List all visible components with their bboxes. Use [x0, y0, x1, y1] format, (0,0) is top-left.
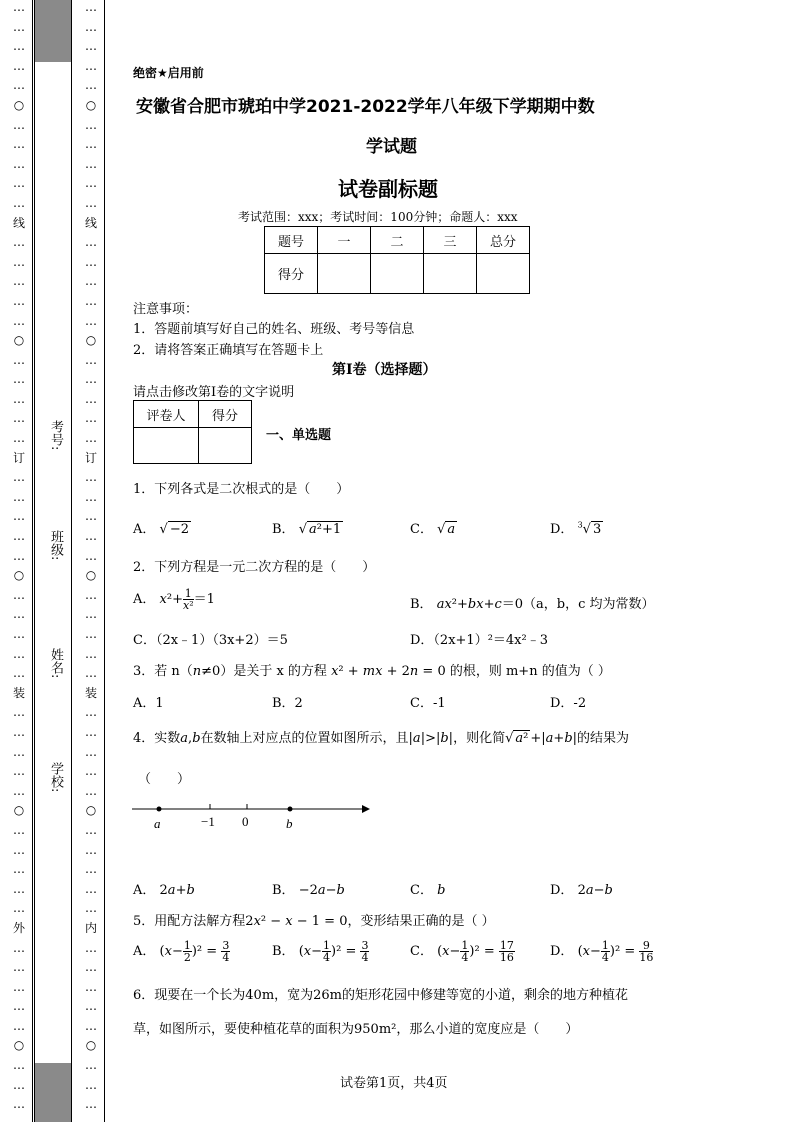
seal-dots-icon: … [13, 274, 25, 289]
seal-dots-icon: … [85, 1077, 97, 1092]
seal-dots-icon: … [85, 0, 97, 14]
seal-dots-icon: … [13, 39, 25, 54]
seal-char: 装 [84, 685, 97, 700]
binding-strip-top-shade [35, 0, 71, 62]
seal-dots-icon: … [13, 411, 25, 426]
q2-option-b[interactable]: B． ax²+bx+c＝0（a，b，c 均为常数） [410, 597, 655, 612]
q1-option-c[interactable]: C． √ a [410, 522, 456, 537]
seal-circle-icon: ○ [85, 333, 97, 348]
seal-dots-icon: … [85, 764, 97, 779]
seal-dots-icon: … [13, 352, 25, 367]
seal-char: 订 [84, 450, 97, 465]
seal-dots-icon: … [13, 0, 25, 14]
seal-dots-icon: … [13, 940, 25, 955]
seal-dots-icon: … [13, 1097, 25, 1112]
score-header: 题号 [265, 227, 318, 254]
q5-option-a[interactable]: A． (x− $\frac{1}{2}$ )² = $\frac{3}{4}$ [133, 939, 230, 964]
seal-dots-icon: … [13, 548, 25, 563]
seal-dots-icon: … [13, 489, 25, 504]
point-b [288, 807, 293, 812]
seal-dots-icon: … [13, 783, 25, 798]
seal-dots-icon: … [13, 705, 25, 720]
field-name: 姓名: [48, 648, 63, 679]
score-cell[interactable] [477, 254, 530, 294]
q1-option-d[interactable]: D． $^3$√ 3 [550, 520, 602, 537]
seal-dots-icon: … [85, 960, 97, 975]
seal-circle-icon: ○ [13, 1038, 25, 1053]
number-line [130, 800, 380, 834]
seal-dots-icon: … [85, 529, 97, 544]
seal-dots-icon: … [13, 822, 25, 837]
seal-dots-icon: … [13, 901, 25, 916]
outer-seal-line [12, 0, 26, 1122]
q5-option-c[interactable]: C． (x− $\frac{1}{4}$ )² = $\frac{17}{16}$ [410, 939, 514, 964]
seal-dots-icon: … [85, 274, 97, 289]
seal-dots-icon: … [13, 372, 25, 387]
seal-dots-icon: … [85, 783, 97, 798]
seal-dots-icon: … [13, 587, 25, 602]
seal-dots-icon: … [13, 254, 25, 269]
inner-seal-line [84, 0, 98, 1122]
grader-header: 得分 [199, 401, 252, 428]
q4-answer-paren: （ ） [138, 772, 191, 787]
seal-dots-icon: … [85, 940, 97, 955]
field-exam-number: 考号: [48, 420, 63, 451]
seal-dots-icon: … [85, 881, 97, 896]
note-item: 1．答题前填写好自己的姓名、班级、考号等信息 [133, 322, 415, 337]
page-footer: 试卷第1页，共4页 [340, 1076, 448, 1091]
seal-dots-icon: … [13, 137, 25, 152]
seal-dots-icon: … [13, 431, 25, 446]
q5-option-b[interactable]: B． (x− $\frac{1}{4}$ )² = $\frac{3}{4}$ [272, 939, 369, 964]
seal-dots-icon: … [85, 646, 97, 661]
q2-option-c[interactable]: C．（2x﹣1）（3x+2）＝5 [133, 633, 288, 648]
seal-dots-icon: … [85, 39, 97, 54]
page-title: 安徽省合肥市琥珀中学2021-2022学年八年级下学期期中数 [136, 97, 595, 117]
seal-dots-icon: … [13, 117, 25, 132]
q3-option-c[interactable]: C．-1 [410, 696, 446, 711]
seal-dots-icon: … [13, 470, 25, 485]
q2-option-a[interactable]: A． x²+ $\frac{1}{\text{x²}}$ ＝1 [133, 587, 215, 612]
binding-strip [34, 0, 72, 1122]
seal-dots-icon: … [85, 842, 97, 857]
seal-dots-icon: … [13, 724, 25, 739]
seal-dots-icon: … [85, 1058, 97, 1073]
binding-strip-bottom-shade [35, 1063, 71, 1122]
seal-dots-icon: … [13, 235, 25, 250]
seal-dots-icon: … [85, 509, 97, 524]
seal-dots-icon: … [85, 137, 97, 152]
seal-dots-icon: … [13, 156, 25, 171]
seal-dots-icon: … [13, 19, 25, 34]
grader-table [133, 400, 252, 464]
seal-circle-icon: ○ [85, 568, 97, 583]
score-cell[interactable] [371, 254, 424, 294]
score-cell[interactable] [424, 254, 477, 294]
seal-dots-icon: … [85, 195, 97, 210]
seal-dots-icon: … [13, 176, 25, 191]
outer-margin-rule [32, 0, 33, 1122]
score-header: 三 [424, 227, 477, 254]
note-item: 2．请将答案正确填写在答题卡上 [133, 343, 324, 358]
seal-dots-icon: … [85, 489, 97, 504]
seal-circle-icon: ○ [85, 97, 97, 112]
seal-dots-icon: … [85, 607, 97, 622]
grader-header: 评卷人 [134, 401, 199, 428]
q3-option-a[interactable]: A．1 [133, 696, 164, 711]
seal-dots-icon: … [13, 529, 25, 544]
section-hint: 请点击修改第I卷的文字说明 [133, 385, 295, 400]
seal-dots-icon: … [13, 293, 25, 308]
seal-dots-icon: … [85, 724, 97, 739]
seal-char: 内 [84, 920, 97, 935]
seal-char: 订 [12, 450, 25, 465]
seal-dots-icon: … [85, 156, 97, 171]
score-row-label: 得分 [265, 254, 318, 294]
seal-dots-icon: … [85, 587, 97, 602]
seal-dots-icon: … [85, 431, 97, 446]
seal-dots-icon: … [13, 1018, 25, 1033]
grader-cell[interactable] [134, 428, 199, 464]
q2-option-d[interactable]: D．（2x+1）²＝4x²﹣3 [410, 633, 548, 648]
seal-dots-icon: … [85, 293, 97, 308]
q4-option-d[interactable]: D． 2a−b [550, 883, 613, 898]
seal-dots-icon: … [13, 744, 25, 759]
question-6-line1: 6．现要在一个长为40m，宽为26m的矩形花园中修建等宽的小道，剩余的地方种植花 [133, 988, 629, 1003]
score-header: 总分 [477, 227, 530, 254]
seal-dots-icon: … [13, 842, 25, 857]
score-table [264, 226, 530, 294]
seal-dots-icon: … [85, 235, 97, 250]
q4-option-c[interactable]: C． b [410, 883, 446, 898]
seal-dots-icon: … [13, 607, 25, 622]
seal-dots-icon: … [85, 117, 97, 132]
seal-dots-icon: … [13, 195, 25, 210]
seal-dots-icon: … [85, 705, 97, 720]
point-a [157, 807, 162, 812]
score-header: 一 [318, 227, 371, 254]
page-title-line2: 学试题 [366, 137, 417, 157]
label-b: b [286, 816, 293, 831]
page-subtitle: 试卷副标题 [338, 177, 438, 201]
seal-dots-icon: … [85, 901, 97, 916]
q3-option-b[interactable]: B．2 [272, 696, 303, 711]
seal-circle-icon: ○ [13, 568, 25, 583]
seal-circle-icon: ○ [85, 1038, 97, 1053]
number-line-arrow [362, 805, 370, 813]
q4-option-a[interactable]: A． 2a+b [133, 883, 195, 898]
question-3-stem: 3．若 n（n≠0）是关于 x 的方程 x² + mx + 2n = 0 的根，则 m+n 的值为（ ） [133, 664, 611, 679]
field-school: 学校: [48, 762, 63, 793]
score-header: 二 [371, 227, 424, 254]
seal-dots-icon: … [85, 19, 97, 34]
seal-dots-icon: … [85, 979, 97, 994]
seal-dots-icon: … [85, 58, 97, 73]
seal-char: 外 [12, 920, 25, 935]
seal-dots-icon: … [85, 254, 97, 269]
seal-dots-icon: … [85, 1097, 97, 1112]
seal-dots-icon: … [13, 999, 25, 1014]
question-5-stem: 5．用配方法解方程2x² − x − 1 = 0，变形结果正确的是（ ） [133, 914, 495, 929]
q1-option-b[interactable]: B． √ a²+1 [272, 522, 342, 537]
seal-dots-icon: … [85, 862, 97, 877]
seal-dots-icon: … [13, 509, 25, 524]
seal-circle-icon: ○ [13, 97, 25, 112]
seal-circle-icon: ○ [85, 803, 97, 818]
seal-dots-icon: … [13, 979, 25, 994]
score-cell[interactable] [318, 254, 371, 294]
seal-char: 线 [12, 215, 25, 230]
seal-dots-icon: … [13, 627, 25, 641]
seal-dots-icon: … [85, 1018, 97, 1033]
seal-dots-icon: … [85, 78, 97, 93]
seal-dots-icon: … [13, 391, 25, 406]
label-zero: 0 [242, 814, 249, 829]
question-1-stem: 1．下列各式是二次根式的是（ ） [133, 482, 350, 497]
secret-mark: 绝密★启用前 [133, 66, 204, 80]
seal-circle-icon: ○ [13, 333, 25, 348]
seal-dots-icon: … [13, 646, 25, 661]
notes-title: 注意事项： [133, 302, 199, 317]
seal-circle-icon: ○ [13, 803, 25, 818]
label-a: a [154, 816, 161, 831]
seal-dots-icon: … [13, 666, 25, 681]
seal-dots-icon: … [13, 862, 25, 877]
seal-dots-icon: … [13, 960, 25, 975]
q3-option-d[interactable]: D．-2 [550, 696, 587, 711]
seal-char: 线 [84, 215, 97, 230]
seal-dots-icon: … [85, 470, 97, 485]
seal-dots-icon: … [85, 176, 97, 191]
seal-dots-icon: … [85, 744, 97, 759]
seal-dots-icon: … [13, 1058, 25, 1073]
seal-dots-icon: … [13, 881, 25, 896]
seal-dots-icon: … [85, 313, 97, 328]
label-neg-one: −1 [201, 814, 215, 829]
seal-dots-icon: … [85, 666, 97, 681]
field-class: 班级: [48, 530, 63, 561]
seal-dots-icon: … [13, 78, 25, 93]
exam-info: 考试范围：xxx；考试时间：100分钟；命题人：xxx [238, 210, 518, 224]
seal-dots-icon: … [85, 822, 97, 837]
part-title: 一、单选题 [266, 428, 332, 443]
section-title: 第I卷（选择题） [332, 362, 437, 378]
question-6-line2: 草，如图所示，要使种植花草的面积为950m²，那么小道的宽度应是（ ） [133, 1022, 579, 1037]
inner-margin-rule [104, 0, 105, 1122]
q5-option-d[interactable]: D． (x− $\frac{1}{4}$ )² = $\frac{9}{16}$ [550, 939, 654, 964]
seal-char: 装 [12, 685, 25, 700]
seal-dots-icon: … [13, 313, 25, 328]
seal-dots-icon: … [85, 352, 97, 367]
seal-dots-icon: … [85, 372, 97, 387]
seal-dots-icon: … [85, 999, 97, 1014]
question-2-stem: 2．下列方程是一元二次方程的是（ ） [133, 560, 376, 575]
seal-dots-icon: … [85, 627, 97, 641]
seal-dots-icon: … [85, 391, 97, 406]
seal-dots-icon: … [85, 411, 97, 426]
grader-cell[interactable] [199, 428, 252, 464]
seal-dots-icon: … [13, 58, 25, 73]
seal-dots-icon: … [13, 764, 25, 779]
seal-dots-icon: … [13, 1077, 25, 1092]
seal-dots-icon: … [85, 548, 97, 563]
question-4-stem: 4．实数a,b在数轴上对应点的位置如图所示，且|a|>|b|，则化简√ a² +|a+b|的结果为 [133, 731, 630, 746]
q1-option-a[interactable]: A． √ −2 [133, 522, 189, 537]
q4-option-b[interactable]: B． −2a−b [272, 883, 345, 898]
